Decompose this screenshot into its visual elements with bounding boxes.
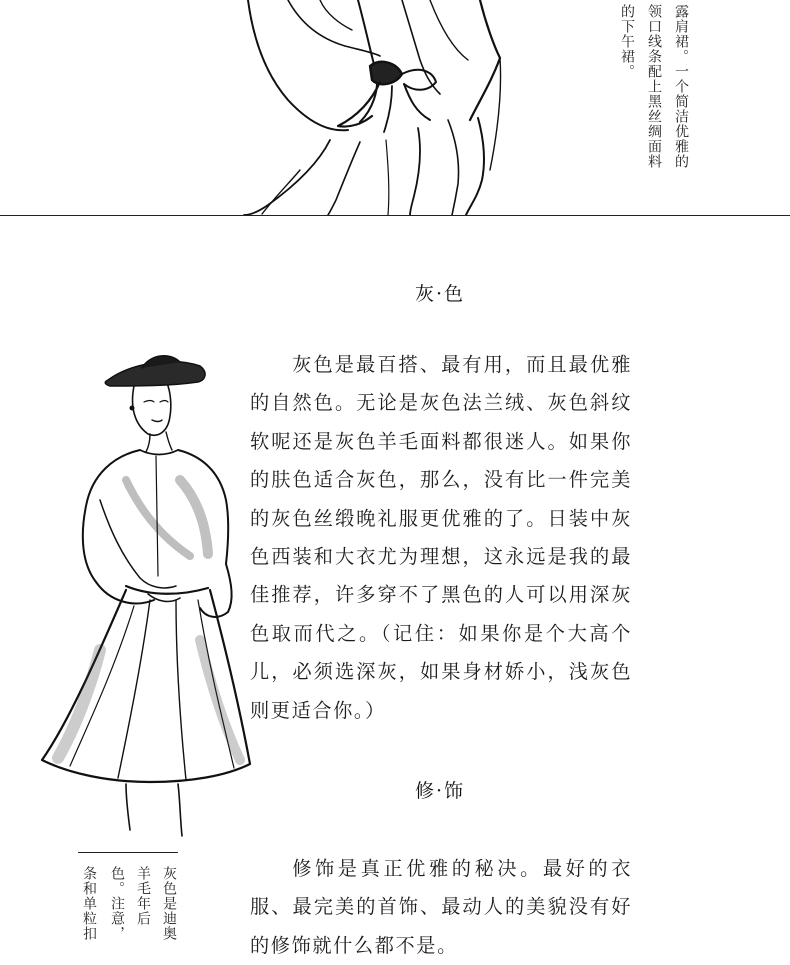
side-caption-col-1: 灰色是迪奥 [161, 866, 177, 941]
top-caption-col-3: 的下午裙。 [619, 4, 635, 79]
top-caption-col-2: 领口线条配上黑丝绸面料 [646, 4, 662, 169]
side-caption-col-3: 色。注意， [109, 866, 125, 941]
side-caption [70, 866, 190, 941]
paragraph-clip [250, 850, 640, 957]
top-caption-col-1: 露肩裙。一个简洁优雅的 [673, 4, 689, 169]
section-heading-grooming: 修·饰 [414, 780, 466, 802]
section-paragraph-gray: 灰色是最百搭、最有用，而且最优雅的自然色。无论是灰色法兰绒、灰色斜纹软呢还是灰色羊毛面料都很迷人。如果你的肤色适合灰色，那么，没有比一件完美的灰色丝缎晚礼服更优雅的了。日装中灰色西装和大衣尤为理想，这永远是我的最佳推荐，许多穿不了黑色的人可以用深灰色取而代之。（记住：如果你是个大高个儿，必须选深灰，如果身材娇小，浅灰色则更适合你。） [250, 353, 632, 722]
side-caption-col-2: 羊毛年后 [135, 866, 151, 926]
section-heading-gray: 灰·色 [414, 283, 466, 305]
side-caption-col-4: 条和单粒扣 [81, 866, 97, 941]
top-page-fragment [0, 0, 790, 215]
caption-rule [78, 852, 178, 853]
section-paragraph-grooming: 修饰是真正优雅的秘决。最好的衣服、最完美的首饰、最动人的美貌没有好的修饰就什么都不是。 [250, 857, 632, 957]
